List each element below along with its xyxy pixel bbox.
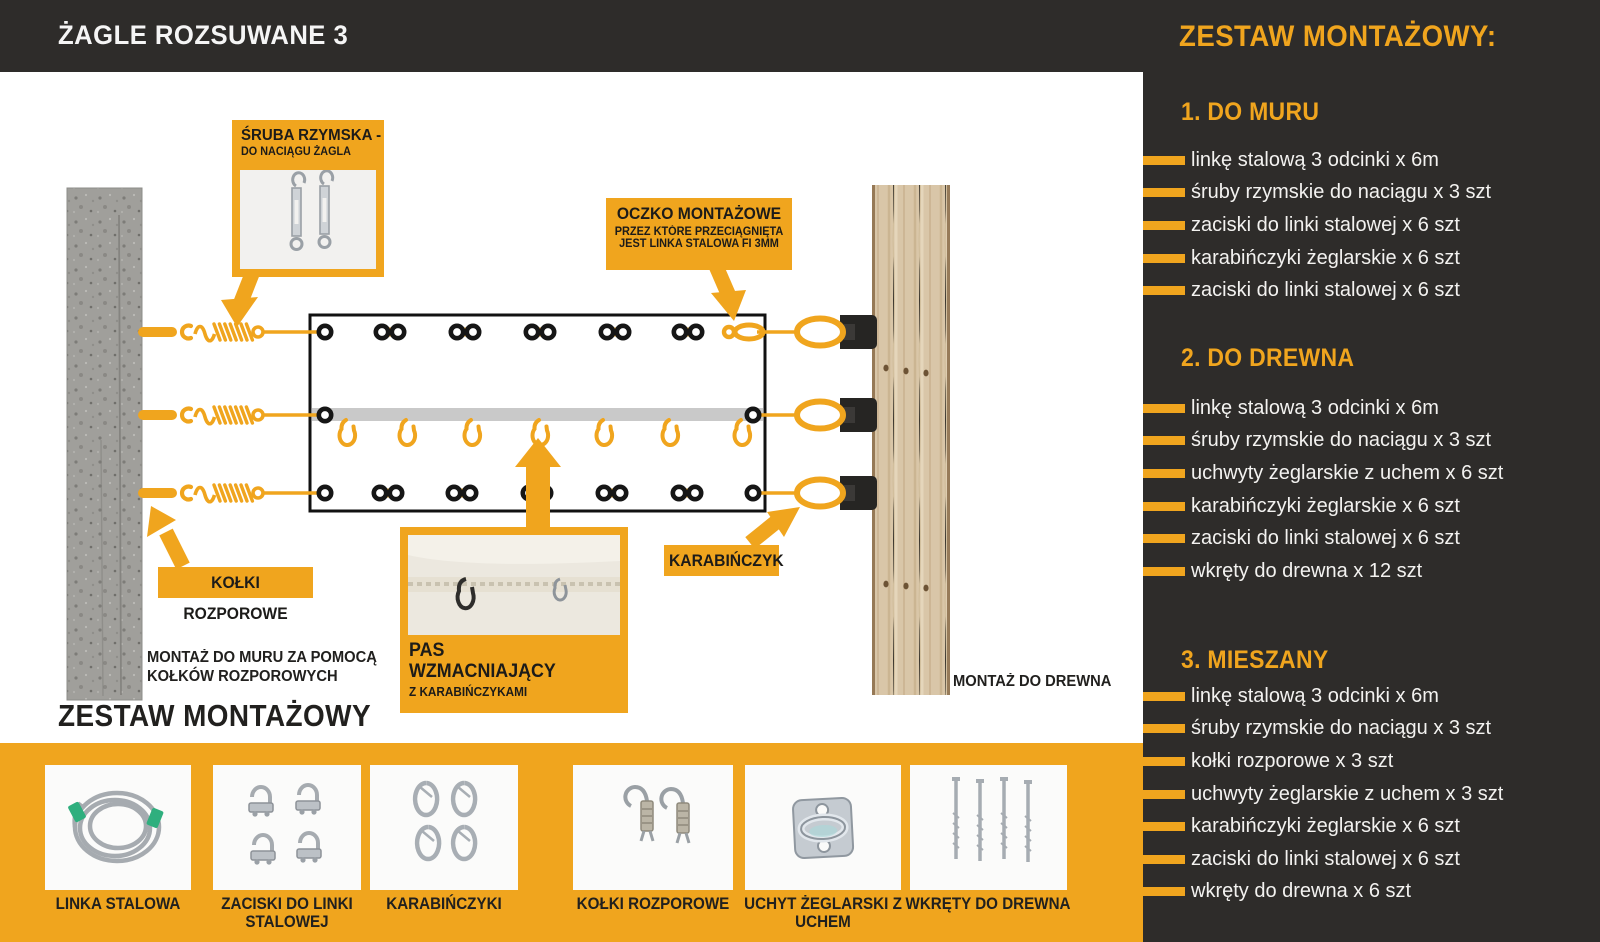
- list-item: karabińczyki żeglarskie x 6 szt: [1143, 490, 1600, 523]
- dash-bullet-icon: [1143, 436, 1185, 445]
- dash-bullet-icon: [1143, 724, 1185, 733]
- callout-sruba-rzymska: [232, 120, 384, 277]
- expansion-hook-plugs-icon: [573, 765, 733, 890]
- list-item: kołki rozporowe x 3 szt: [1143, 745, 1600, 778]
- list-item: wkręty do drewna x 12 szt: [1143, 555, 1600, 588]
- product-label: ZACISKI DO LINKI STALOWEJ: [221, 895, 353, 931]
- dash-bullet-icon: [1143, 567, 1185, 576]
- product-card: [370, 765, 518, 890]
- product-label: KARABIŃCZYKI: [386, 895, 502, 913]
- note-montaz-do-drewna: MONTAŻ DO DREWNA: [953, 673, 1112, 690]
- dash-bullet-icon: [1143, 790, 1185, 799]
- dash-bullet-icon: [1143, 188, 1185, 197]
- product-card: [45, 765, 191, 890]
- list-item: karabińczyki żeglarskie x 6 szt: [1143, 810, 1600, 843]
- note-montaz-do-muru: MONTAŻ DO MURU ZA POMOCĄ KOŁKÓW ROZPOROWYCH: [147, 649, 377, 685]
- list-item: uchwyty żeglarskie z uchem x 6 szt: [1143, 457, 1600, 490]
- concrete-wall: [67, 188, 142, 700]
- dash-bullet-icon: [1143, 855, 1185, 864]
- dash-bullet-icon: [1143, 469, 1185, 478]
- product-label: WKRĘTY DO DREWNA: [905, 895, 1071, 913]
- list-item: zaciski do linki stalowej x 6 szt: [1143, 274, 1600, 307]
- sidebar-title: ZESTAW MONTAŻOWY:: [1179, 20, 1497, 53]
- list-item: wkręty do drewna x 6 szt: [1143, 876, 1600, 909]
- steel-cable-with-turnbuckle: [143, 324, 326, 502]
- steel-cable-coil-icon: [45, 765, 191, 890]
- dash-bullet-icon: [1143, 534, 1185, 543]
- callout-line: PRZEZ KTÓRE PRZECIĄGNIĘTA: [614, 226, 784, 238]
- callout-subtitle: DO NACIĄGU ŻAGLA: [241, 146, 351, 158]
- list-item: śruby rzymskie do naciągu x 3 szt: [1143, 713, 1600, 746]
- dash-bullet-icon: [1143, 254, 1185, 263]
- list-item: zaciski do linki stalowej x 6 szt: [1143, 522, 1600, 555]
- section-heading-do-drewna: 2. DO DREWNA: [1181, 344, 1355, 372]
- callout-line: PAS: [409, 640, 445, 661]
- page-title: ŻAGLE ROZSUWANE 3: [58, 20, 349, 50]
- callout-label: KARABIŃCZYK: [668, 551, 784, 570]
- wooden-post: [872, 185, 950, 695]
- diagram-area: [0, 72, 1143, 743]
- list-item: uchwyty żeglarskie z uchem x 3 szt: [1143, 778, 1600, 811]
- dash-bullet-icon: [1143, 887, 1185, 896]
- list-item: zaciski do linki stalowej x 6 szt: [1143, 843, 1600, 876]
- section-list-do-drewna: [1143, 392, 1600, 588]
- callout-line: JEST LINKA STALOWA FI 3MM: [619, 238, 779, 250]
- dash-bullet-icon: [1143, 221, 1185, 230]
- product-card: [910, 765, 1067, 890]
- list-item: śruby rzymskie do naciągu x 3 szt: [1143, 425, 1600, 458]
- wood-screws-icon: [910, 765, 1067, 890]
- carabiners-icon: [370, 765, 518, 890]
- wire-rope-clips-icon: [213, 765, 361, 890]
- section-list-do-muru: [1143, 144, 1600, 307]
- section-heading-do-muru: 1. DO MURU: [1181, 98, 1320, 126]
- pad-eye-icon: [745, 765, 901, 890]
- callout-pas-wzmacniajacy: [400, 527, 628, 713]
- dash-bullet-icon: [1143, 156, 1185, 165]
- callout-label: KOŁKI ROZPOROWE: [183, 573, 288, 623]
- dash-bullet-icon: [1143, 502, 1185, 511]
- dash-bullet-icon: [1143, 757, 1185, 766]
- product-card: [745, 765, 901, 890]
- product-label: KOŁKI ROZPOROWE: [576, 895, 730, 913]
- dash-bullet-icon: [1143, 404, 1185, 413]
- list-item: śruby rzymskie do naciągu x 3 szt: [1143, 177, 1600, 210]
- product-card: [573, 765, 733, 890]
- callout-oczko-montazowe: [606, 198, 792, 270]
- callout-title: ŚRUBA RZYMSKA -: [241, 127, 382, 144]
- turnbuckles-photo: [240, 170, 376, 269]
- section-list-mieszany: [1143, 680, 1600, 908]
- list-item: zaciski do linki stalowej x 6 szt: [1143, 209, 1600, 242]
- callout-title: OCZKO MONTAŻOWE: [616, 205, 782, 223]
- callout-line: WZMACNIAJĄCY: [409, 661, 556, 682]
- strap-with-carabiners-photo: [408, 535, 620, 635]
- list-item: linkę stalową 3 odcinki x 6m: [1143, 392, 1600, 425]
- product-card: [213, 765, 361, 890]
- callout-karabinczyk: [664, 545, 784, 576]
- product-label: LINKA STALOWA: [55, 895, 181, 913]
- kit-strip: [0, 743, 1143, 942]
- list-item: karabińczyki żeglarskie x 6 szt: [1143, 242, 1600, 275]
- callout-kolki-rozporowe: [158, 567, 313, 623]
- product-label: UCHYT ŻEGLARSKI Z UCHEM: [744, 895, 902, 931]
- dash-bullet-icon: [1143, 822, 1185, 831]
- list-item: linkę stalową 3 odcinki x 6m: [1143, 680, 1600, 713]
- list-item: linkę stalową 3 odcinki x 6m: [1143, 144, 1600, 177]
- dash-bullet-icon: [1143, 692, 1185, 701]
- carabiner-to-padeye: [757, 315, 877, 510]
- kit-strip-heading: ZESTAW MONTAŻOWY: [58, 698, 372, 733]
- section-heading-mieszany: 3. MIESZANY: [1181, 646, 1329, 674]
- dash-bullet-icon: [1143, 286, 1185, 295]
- kit-sidebar: [1143, 0, 1600, 942]
- callout-line: Z KARABIŃCZYKAMI: [409, 685, 528, 699]
